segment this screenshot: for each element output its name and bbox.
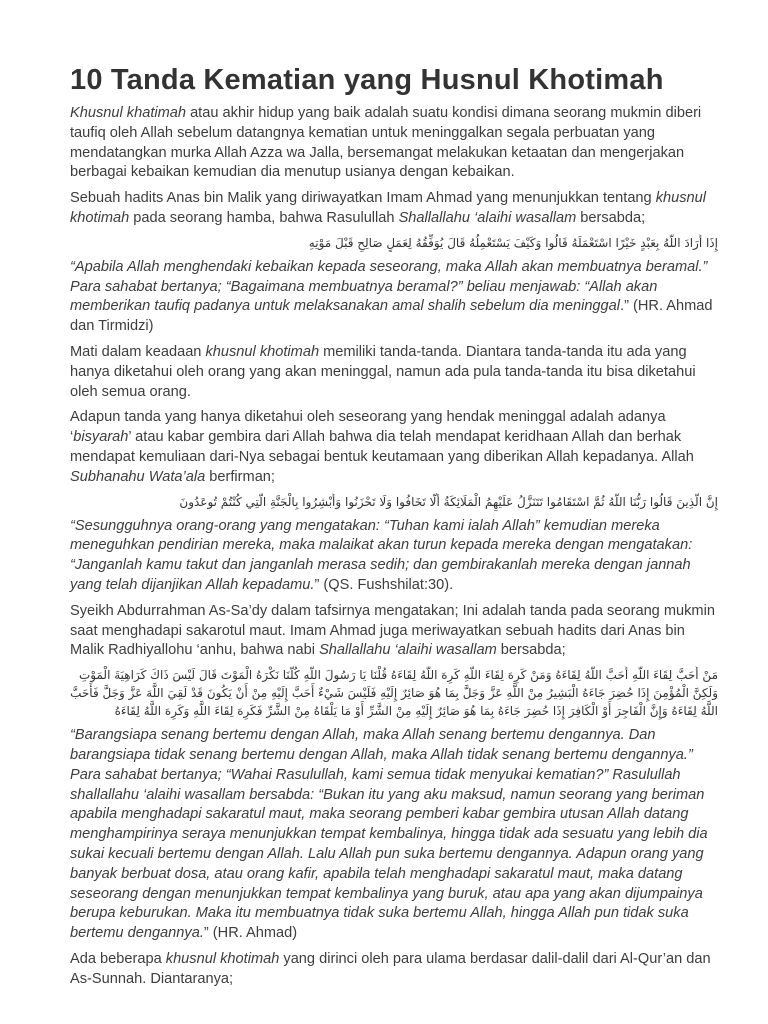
emphasis-term: Khusnul khatimah — [70, 105, 187, 121]
paragraph-text: berfirman; — [205, 468, 275, 485]
paragraph-text: ” (HR. Ahmad) — [203, 925, 298, 942]
paragraph-text: pada seorang hamba, bahwa Rasulullah — [129, 209, 399, 226]
paragraph-text: bersabda; — [576, 209, 646, 226]
paragraph-bisyarah — [70, 408, 718, 487]
paragraph-translation-3 — [70, 726, 718, 944]
paragraph-translation-1 — [70, 258, 718, 337]
paragraph-text: Ada beberapa — [70, 950, 166, 967]
paragraph-text: memiliki tanda-tanda. Diantara tanda-tanda itu ada yang hanya diketahui oleh orang yang akan meninggal, namun ada pula tanda-tanda itu bisa diketahui oleh semua orang. — [70, 343, 696, 400]
paragraph-text: Syeikh Abdurrahman As-Sa’dy dalam tafsirnya mengatakan; Ini adalah tanda pada seorang mukmin saat menghadapi sakarotul maut. Imam Ahmad juga meriwayatkan sebuah hadits dari Anas bin Malik Radhiyallohu ‘anhu, bahwa nabi — [70, 602, 715, 659]
emphasis-term: bisyarah — [73, 429, 129, 446]
paragraph-text: atau akhir hidup yang baik adalah suatu kondisi dimana seorang mukmin diberi taufiq oleh Allah sebelum datangnya kematian untuk meninggalkan segala perbuatan yang mendatangkan murka Allah Azza wa Jalla, bersemangat melakukan ketaatan dan mengerjakan berbagai kebaikan kemudian dia menutup usianya dengan kebaikan. — [70, 105, 702, 181]
arabic-hadith-1: إِذَا أَرَادَ اللَّهُ بِعَبْدٍ خَيْرًا اسْتَعْمَلَهُ قَالُوا وَكَيْفَ يَسْتَعْمِلُهُ قَالَ يُوَفِّقُهُ لِعَمَلٍ صَالِحٍ قَبْلَ مَوْتِهِ — [308, 235, 718, 250]
emphasis-term: Shallallahu ‘alaihi wasallam — [319, 642, 497, 659]
paragraph-hadith-intro — [70, 189, 718, 229]
paragraph-translation-2 — [70, 517, 718, 596]
arabic-verse: إِنَّ الَّذِينَ قَالُوا رَبُّنَا اللَّهُ ثُمَّ اسْتَقَامُوا تَتَنَزَّلُ عَلَيْهِمُ الْمَلَائِكَةُ أَلَّا تَخَافُوا وَلَا تَحْزَنُوا وَأَبْشِرُوا بِالْجَنَّةِ الَّتِي كُنْتُمْ تُوعَدُونَ — [179, 494, 718, 509]
paragraph-signs — [70, 343, 718, 402]
paragraph-text: Mati dalam keadaan — [70, 343, 206, 360]
arabic-hadith-2: مَنْ أَحَبَّ لِقَاءَ اللَّهِ أَحَبَّ اللَّهُ لِقَاءَهُ وَمَنْ كَرِهَ لِقَاءَ اللَّهِ كَرِهَ اللَّهُ لِقَاءَهُ قُلْنَا يَا رَسُولَ اللَّهِ كُلُّنَا نَكْرَهُ الْمَوْتَ قَالَ لَيْسَ ذَاكَ كَرَاهِيَةَ الْمَوْتِ وَلَكِنَّ الْمُؤْمِنَ إِذَا حُضِرَ جَاءَهُ الْبَشِيرُ مِنْ اللَّهِ عَزَّ وَجَلَّ بِمَا هُوَ صَائِرٌ إِلَيْهِ فَلَيْسَ شَيْءٌ أَحَبَّ إِلَيْهِ مِنْ أَنْ يَكُونَ قَدْ لَقِيَ اللَّهَ عَزَّ وَجَلَّ فَأَحَبَّ اللَّهُ لِقَاءَهُ وَإِنَّ الْفَاجِرَ أَوْ الْكَافِرَ إِذَا حُضِرَ جَاءَهُ بِمَا هُوَ صَائِرٌ إِلَيْهِ مِنْ الشَّرِّ أَوْ مَا يَلْقَاهُ مِنْ الشَّرِّ فَكَرِهَ لِقَاءَ اللَّهِ وَكَرِهَ اللَّهُ لِقَاءَهُ — [70, 668, 718, 719]
paragraph-text: bersabda; — [496, 642, 566, 659]
emphasis-quote: “Sesungguhnya orang-orang yang mengatakan: “Tuhan kami ialah Allah” kemudian mereka meneguhkan pendirian mereka, maka malaikat akan turun kepada mereka dengan mengatakan: “Janganlah kamu takut dan janganlah merasa sedih; dan gembirakanlah mereka dengan jannah yang telah dijanjikan Allah kepadamu. — [70, 517, 693, 593]
article-title: 10 Tanda Kematian yang Husnul Khotimah — [70, 64, 664, 96]
paragraph-intro — [70, 104, 718, 183]
paragraph-tafsir — [70, 602, 718, 661]
paragraph-text: yang dirinci oleh para ulama berdasar dalil-dalil dari Al-Qur’an dan As-Sunnah. Diantaranya; — [70, 950, 711, 987]
emphasis-term: khusnul khotimah — [70, 190, 707, 226]
paragraph-text: ’ atau kabar gembira dari Allah bahwa dia telah mendapat keridhaan Allah dan berhak mendapat kemuliaan dari-Nya sebagai bentuk keutamaan yang diberikan Allah kepadanya. Allah — [70, 429, 694, 465]
emphasis-term: khusnul khotimah — [165, 950, 280, 967]
paragraph-text: Sebuah hadits Anas bin Malik yang diriwayatkan Imam Ahmad yang menunjukkan tentang — [70, 190, 656, 207]
emphasis-term: khusnul khotimah — [205, 343, 320, 360]
paragraph-text: Adapun tanda yang hanya diketahui oleh seseorang yang hendak meninggal adalah adanya ‘ — [70, 409, 666, 446]
paragraph-list-intro — [70, 950, 718, 990]
paragraph-text: ” (QS. Fushshilat:30). — [314, 576, 454, 593]
emphasis-quote: “Apabila Allah menghendaki kebaikan kepada seseorang, maka Allah akan membuatnya beramal.” Para sahabat bertanya; “Bagaimana membuatnya beramal?” beliau menjawab: “Allah akan memberikan taufiq padanya untuk melaksanakan amal shalih sebelum dia meninggal — [70, 258, 708, 315]
paragraph-text: .” (HR. Ahmad dan Tirmidzi) — [70, 298, 713, 335]
emphasis-quote: “Barangsiapa senang bertemu dengan Allah, maka Allah senang bertemu dengannya. Dan barangsiapa tidak senang bertemu dengan Allah, maka Allah tidak senang bertemu dengannya.” Para sahabat bertanya; “Wahai Rasulullah, kami semua tidak menyukai kematian?” Rasulullah shallallahu ‘alaihi wasallam bersabda: “Bukan itu yang aku maksud, namun seorang yang beriman apabila menghadapi sakaratul maut, maka seorang pemberi kabar gembira utusan Allah datang menghampirinya seraya menunjukkan tempat kembalinya, hingga tidak ada sesuatu yang lebih dia sukai kecuali bertemu dengan Allah. Lalu Allah pun suka bertemu dengannya. Adapun orang yang banyak berbuat dosa, atau orang kafir, apabila telah menghadapi sakaratul maut, maka datang seseorang dengan menunjukkan tempat kembalinya yang buruk, atau apa yang akan dijumpainya berupa keburukan. Maka itu membuatnya tidak suka bertemu Allah, hingga Allah pun tidak suka bertemu dengannya. — [70, 727, 708, 942]
emphasis-term: Subhanahu Wata’ala — [70, 468, 206, 485]
emphasis-term: Shallallahu ‘alaihi wasallam — [398, 209, 577, 226]
